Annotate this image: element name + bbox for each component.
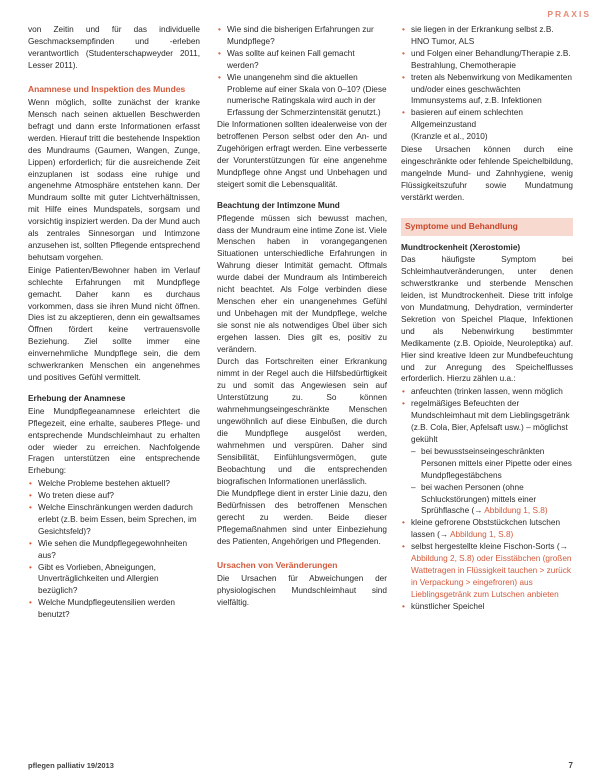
figure-reference: Abbildung 1, S.8) [484,506,548,516]
list-item: • Welche Mundpflegeutensilien werden benutzt? [28,597,200,621]
list-item [401,482,573,518]
paragraph: Pflegende müssen sich bewusst machen, dass der Mundraum eine intime Zone ist. Viele Menschen haben in vorangegangenen Situationen unterschiedliche Erfahrungen in Wahrung dieser Intimität gemacht. Oftmals wurde dabei der Mundraum als Intimbereich nicht beachtet. Als Folge verbinden diese Menschen eher ein unangenehmes Gefühl und Unbehagen mit der Mundpflege, welche sie sonst nie als notwendiges Übel über sich ergehen lassen. Dies gilt es, positiv zu verändern. [217,213,387,354]
list-item [401,398,573,446]
list-item: • basieren auf einem schlechten Allgemeinzustand [401,107,573,131]
list-item-text: anfeuchten (trinken lassen, wenn möglich [411,387,563,397]
paragraph: Einige Patienten/Bewohner haben im Verlauf schlechte Erfahrungen mit Mundpflege gemacht. Daher kann es durchaus vorkommen, dass sie ihren Mund nicht öffnen. Dies ist zu akzeptieren, denn ein gewaltsames Öffnen fördert keine vertrauensvolle Beziehung. Ziel sollte immer eine einvernehmliche Mundpflege sein, die dem schwerkranken Menschen ein angenehmes und positives Gefühl vermittelt. [28,265,200,382]
paragraph: von Zeitin und für das individuelle Geschmacksempfinden und -erleben verantwortlich (Studenterschapweyder 2011, Lesser 2011). [28,25,200,70]
heading-symptome: Symptome und Behandlung [401,218,573,236]
paragraph: Die Informationen sollten idealerweise von der betroffenen Person selbst oder den An- und Zugehörigen erfragt werden. Eine verbesserte der Vorunterstützungen für eine angenehme Mundpflege ohne Angst und Unbehagen und steigert somit die Lebensqualität. [217,120,387,189]
page-number: 7 [568,761,573,770]
list-item [401,386,573,398]
cause-list [401,24,573,131]
paragraph: Wenn möglich, sollte zunächst der kranke Mensch nach seinen aktuellen Beschwerden befragt und dann erste Informationen erfasst werden. Hierauf tritt die bestehende Inspektion des Mundraums (Gaumen, Wangen, Zunge, Lippen) erforderlich; für die ausreichende Zeit einzuplanen ist sodass eine ruhige und angenehme Atmosphäre entstehen kann. Der Mundraum sollte mit guter Lichtverhältnissen, mit Hilfe eines Mundspatels, sorgsam und vorsichtig inspiziert werden. Da der Mund auch als zentrales Sinnesorgan und Intimzone anzusehen ist, sollten Pflegende entsprechend behutsam vorgehen. [28,98,200,262]
list-item-text: selbst hergestellte kleine Fischon-Sorts (→ [411,542,568,552]
question-list-cont [217,24,387,119]
list-item: • Wie unangenehm sind die aktuellen Probleme auf einer Skala von 0–10? (Diese numerische Ratingskala wird auch in der Erfassung der Schmerzintensität genutzt.) [217,72,387,120]
heading-anamnese: Anamnese und Inspektion des Mundes [28,83,186,94]
list-item [401,446,573,482]
figure-reference: Abbildung 2, S.8) oder Eisstäbchen (großen Wattetragen in Flüssigkeit tauchen > zurück in Verpackung > eingefroren) aus Lieblingsgetränk zum Lutschen anbieten [411,554,572,599]
list-item: • Welche Probleme bestehen aktuell? [28,478,200,490]
list-item: • Wie sind die bisherigen Erfahrungen zur Mundpflege? [217,24,387,48]
list-item: • sie liegen in der Erkrankung selbst z.B. HNO Tumor, ALS [401,24,573,48]
list-item [401,541,573,601]
question-list [28,478,200,621]
heading-ursachen: Ursachen von Veränderungen [217,559,338,570]
list-item: • Was sollte auf keinen Fall gemacht werden? [217,48,387,72]
list-item: • Gibt es Vorlieben, Abneigungen, Unverträglichkeiten und Allergien bezüglich? [28,562,200,598]
column-3 [401,24,573,613]
paragraph: Eine Mundpflegeanamnese erleichtert die Pflegezeit, eine erhalte, sauberes Pflege- und entsprechende Mundschleimhaut zu erhalten oder wieder zu erreichen. Nachfolgende Fragen unterstützen eine entsprechende Erhebung: [28,406,200,476]
paragraph: Die Ursachen für Abweichungen der physiologischen Mundschleimhaut sind vielfältig. [217,574,387,608]
footer-journal: pflegen palliativ 19/2013 [28,761,114,770]
list-item-text: regelmäßiges Befeuchten der Mundschleimhaut mit dem Lieblingsgetränk (z.B. Cola, Bier, Apfelsaft usw.) – möglichst gekühlt [411,399,570,444]
list-item: • Wo treten diese auf? [28,490,200,502]
citation: (Kranzle et al., 2010) [411,132,488,142]
column-1 [28,24,200,621]
section-label: PRAXIS [547,9,591,19]
figure-reference: Abbildung 1, S.8) [449,530,514,540]
heading-mundtrockenheit: Mundtrockenheit (Xerostomie) [401,242,521,252]
list-item [401,517,573,541]
list-item [401,601,573,613]
column-2 [217,24,387,610]
list-item: • treten als Nebenwirkung von Medikamenten und/oder eines geschwächten Immunsystems auf, z.B. Infektionen [401,72,573,108]
treatment-list [401,386,573,612]
paragraph: Durch das Fortschreiten einer Erkrankung nimmt in der Regel auch die Hilfsbedürftigkeit zu und somit das Angewiesen sein auf Unterstützung zu. So können wahrnehmungseingeschränkte Menschen ungewöhnlich auf diese Einbußen, die durch die Mundpflege ausgelöst werden, wahrnehmen und verspüren. Daher sind Sensibilität, Einfühlungsvermögen, gute Beobachtung und die entsprechenden biografischen Informationen unerlässlich. [217,357,387,486]
paragraph: Die Mundpflege dient in erster Linie dazu, den Bedürfnissen des betroffenen Menschen gerecht zu werden. Beide dieser Pflegemaßnahmen sind unter Einbeziehung des Patienten, Angehörigen und Pflegenden. [217,489,387,547]
list-item: • Wie sehen die Mundpflegegewohnheiten aus? [28,538,200,562]
list-item: • Welche Einschränkungen werden dadurch erlebt (z.B. beim Essen, beim Sprechen, im Gesichtsfeld)? [28,502,200,538]
list-item-text: kleine gefrorene Obststückchen lutschen lassen (→ [411,518,561,540]
list-item: • und Folgen einer Behandlung/Therapie z.B. Bestrahlung, Chemotherapie [401,48,573,72]
list-item-text: bei wachen Personen (ohne Schluckstörungen) mittels einer Sprühflasche (→ [421,482,537,516]
list-item-text: bei bewusstseinseingeschränkten Personen mittels einer Pipette oder eines Mundpflegestäbchens [421,446,572,480]
paragraph: Diese Ursachen können durch eine eingeschränkte oder fehlende Speichelbildung, mangelnde Mund- und Zahnhygiene, wenig Flüssigkeitszufuhr sowie Mundatmung verstärkt werden. [401,145,573,202]
paragraph: Das häufigste Symptom bei Schleimhautveränderungen, unter denen schwerstkranke und sterbende Menschen leiden, ist Mundtrockenheit. Diese tritt infolge von Mundatmung, Dehydration, verminderter Sekretion von Speichel Plaque, Infektionen und als Nebenwirkung bestimmter Medikamente (z.B. Opioide, Neuroleptika) auf. Hier sind kreative Ideen zur Mundbefeuchtung und zur Anregung des Speichelflusses erforderlich. Hierzu zählen u.a.: [401,255,573,384]
heading-erhebung: Erhebung der Anamnese [28,393,126,403]
list-item-text: künstlicher Speichel [411,601,485,611]
heading-intimzone: Beachtung der Intimzone Mund [217,200,340,210]
